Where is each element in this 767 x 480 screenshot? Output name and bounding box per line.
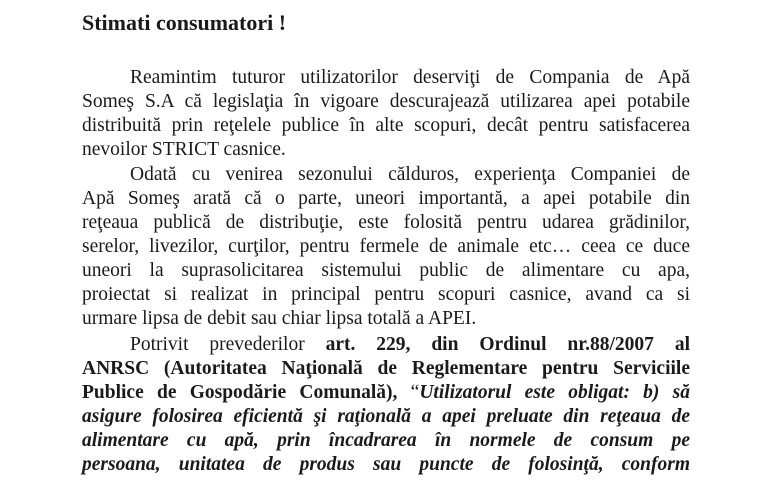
page-title: Stimati consumatori ! [82,10,287,35]
text-line: Someş S.A că legislaţia în vigoare descurajează utilizarea apei potabile [82,91,690,112]
text-line: distribuită prin reţelele publice în alte scopuri, decât pentru satisfacerea [82,115,690,136]
text-line [82,381,690,404]
text-line: proiectat si realizat in principal pentru scopuri casnice, avand ca si [82,284,690,305]
text-run: “ [397,382,420,403]
text-line: Reamintim tuturor utilizatorilor deserviţi de Compania de Apă [130,67,690,88]
text-line: alimentare cu apă, prin încadrarea în normele de consum pe [82,430,690,451]
text-line: uneori la suprasolicitarea sistemului public de alimentare cu apa, [82,260,690,281]
text-line: reţeaua publică de distribuţie, este folosită pentru udarea grădinilor, [82,212,690,233]
article-reference: art. 229, din Ordinul nr.88/2007 al [325,334,690,355]
text-run-bold: Publice de Gospodărie Comunală), [82,382,398,403]
quote-run: Utilizatorul este obligat: b) să [419,382,690,403]
text-run: Potrivit prevederilor [130,334,326,355]
text-line: Odată cu venirea sezonului călduros, experienţa Companiei de [130,164,690,185]
text-line [130,333,690,356]
text-line: persoana, unitatea de produs sau puncte de folosinţă, conform [82,454,690,475]
text-line: Apă Someş arată că o parte, uneori importantă, a apei potabile din [82,188,690,209]
text-line: nevoilor STRICT casnice. [82,139,286,160]
text-line: serelor, livezilor, curţilor, pentru fermele de animale etc… ceea ce duce [82,236,690,257]
text-line: asigure folosirea eficientă şi raţională a apei preluate din reţeaua de [82,406,690,427]
text-line: urmare lipsa de debit sau chiar lipsa totală a APEI. [82,308,477,329]
text-line: ANRSC (Autoritatea Naţională de Reglementare pentru Serviciile [82,358,690,379]
